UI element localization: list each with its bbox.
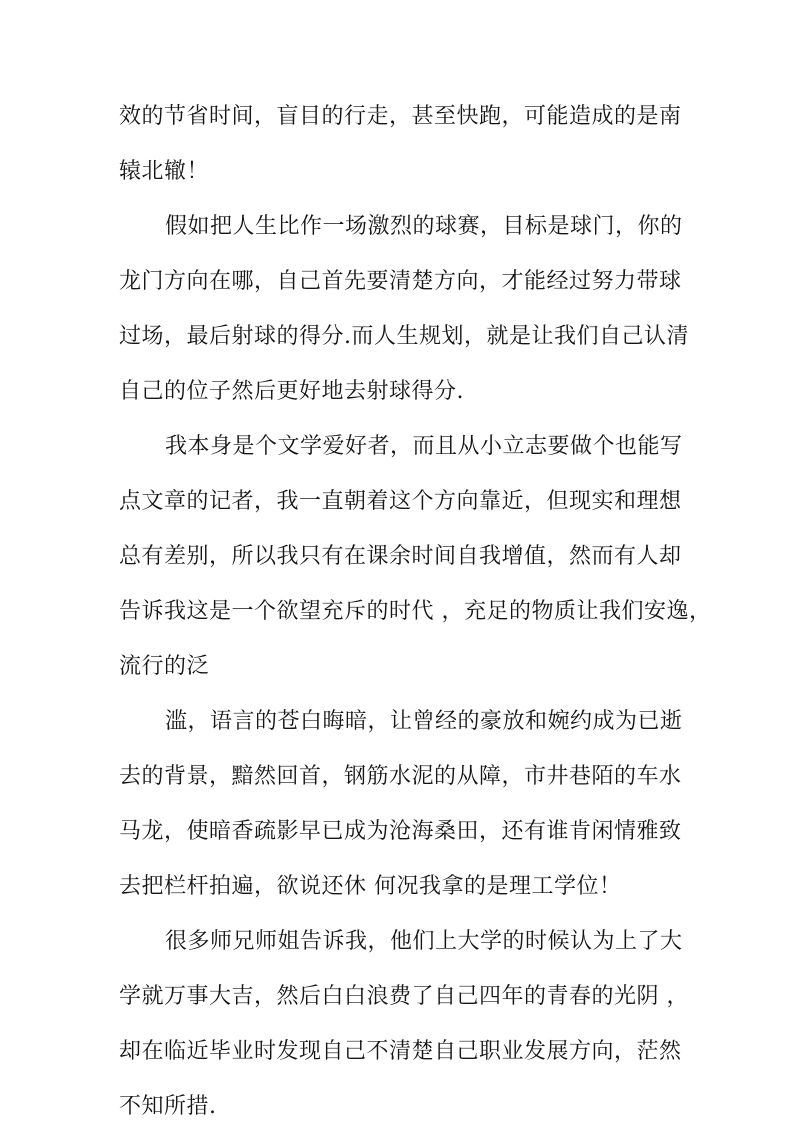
text-line: 过场，最后射球的得分.而人生规划，就是让我们自己认清 — [119, 324, 689, 349]
text-line: 很多师兄师姐告诉我，他们上大学的时候认为上了大 — [165, 929, 683, 954]
text-line: 流行的泛 — [119, 654, 210, 679]
text-line: 马龙，使暗香疏影早已成为沧海桑田，还有谁肯闲情雅致 — [119, 819, 682, 844]
text-line: 不知所措. — [119, 1094, 217, 1119]
text-line: 假如把人生比作一场激烈的球赛，目标是球门，你的 — [165, 214, 683, 239]
text-line: 滥，语言的苍白晦暗，让曾经的豪放和婉约成为已逝 — [165, 709, 683, 734]
text-line: 我本身是个文学爱好者，而且从小立志要做个也能写 — [165, 434, 683, 459]
text-line: 自己的位子然后更好地去射球得分. — [119, 379, 464, 404]
text-line: 龙门方向在哪，自己首先要清楚方向，才能经过努力带球 — [119, 269, 682, 294]
text-line: 告诉我这是一个欲望充斥的时代 ，充足的物质让我们安逸， — [119, 599, 712, 624]
text-line: 辕北辙！ — [119, 159, 210, 184]
text-line: 去把栏杆拍遍，欲说还休 何况我拿的是理工学位！ — [119, 874, 622, 899]
text-line: 点文章的记者，我一直朝着这个方向靠近，但现实和理想 — [119, 489, 682, 514]
text-line: 却在临近毕业时发现自己不清楚自己职业发展方向，茫然 — [119, 1039, 682, 1064]
text-line: 总有差别，所以我只有在课余时间自我增值，然而有人却 — [119, 544, 682, 569]
text-line: 去的背景，黯然回首，钢筋水泥的从障，市井巷陌的车水 — [119, 764, 682, 789]
text-line: 效的节省时间，盲目的行走，甚至快跑，可能造成的是南 — [119, 104, 682, 129]
text-line: 学就万事大吉，然后白白浪费了自己四年的青春的光阴 ， — [119, 984, 689, 1009]
